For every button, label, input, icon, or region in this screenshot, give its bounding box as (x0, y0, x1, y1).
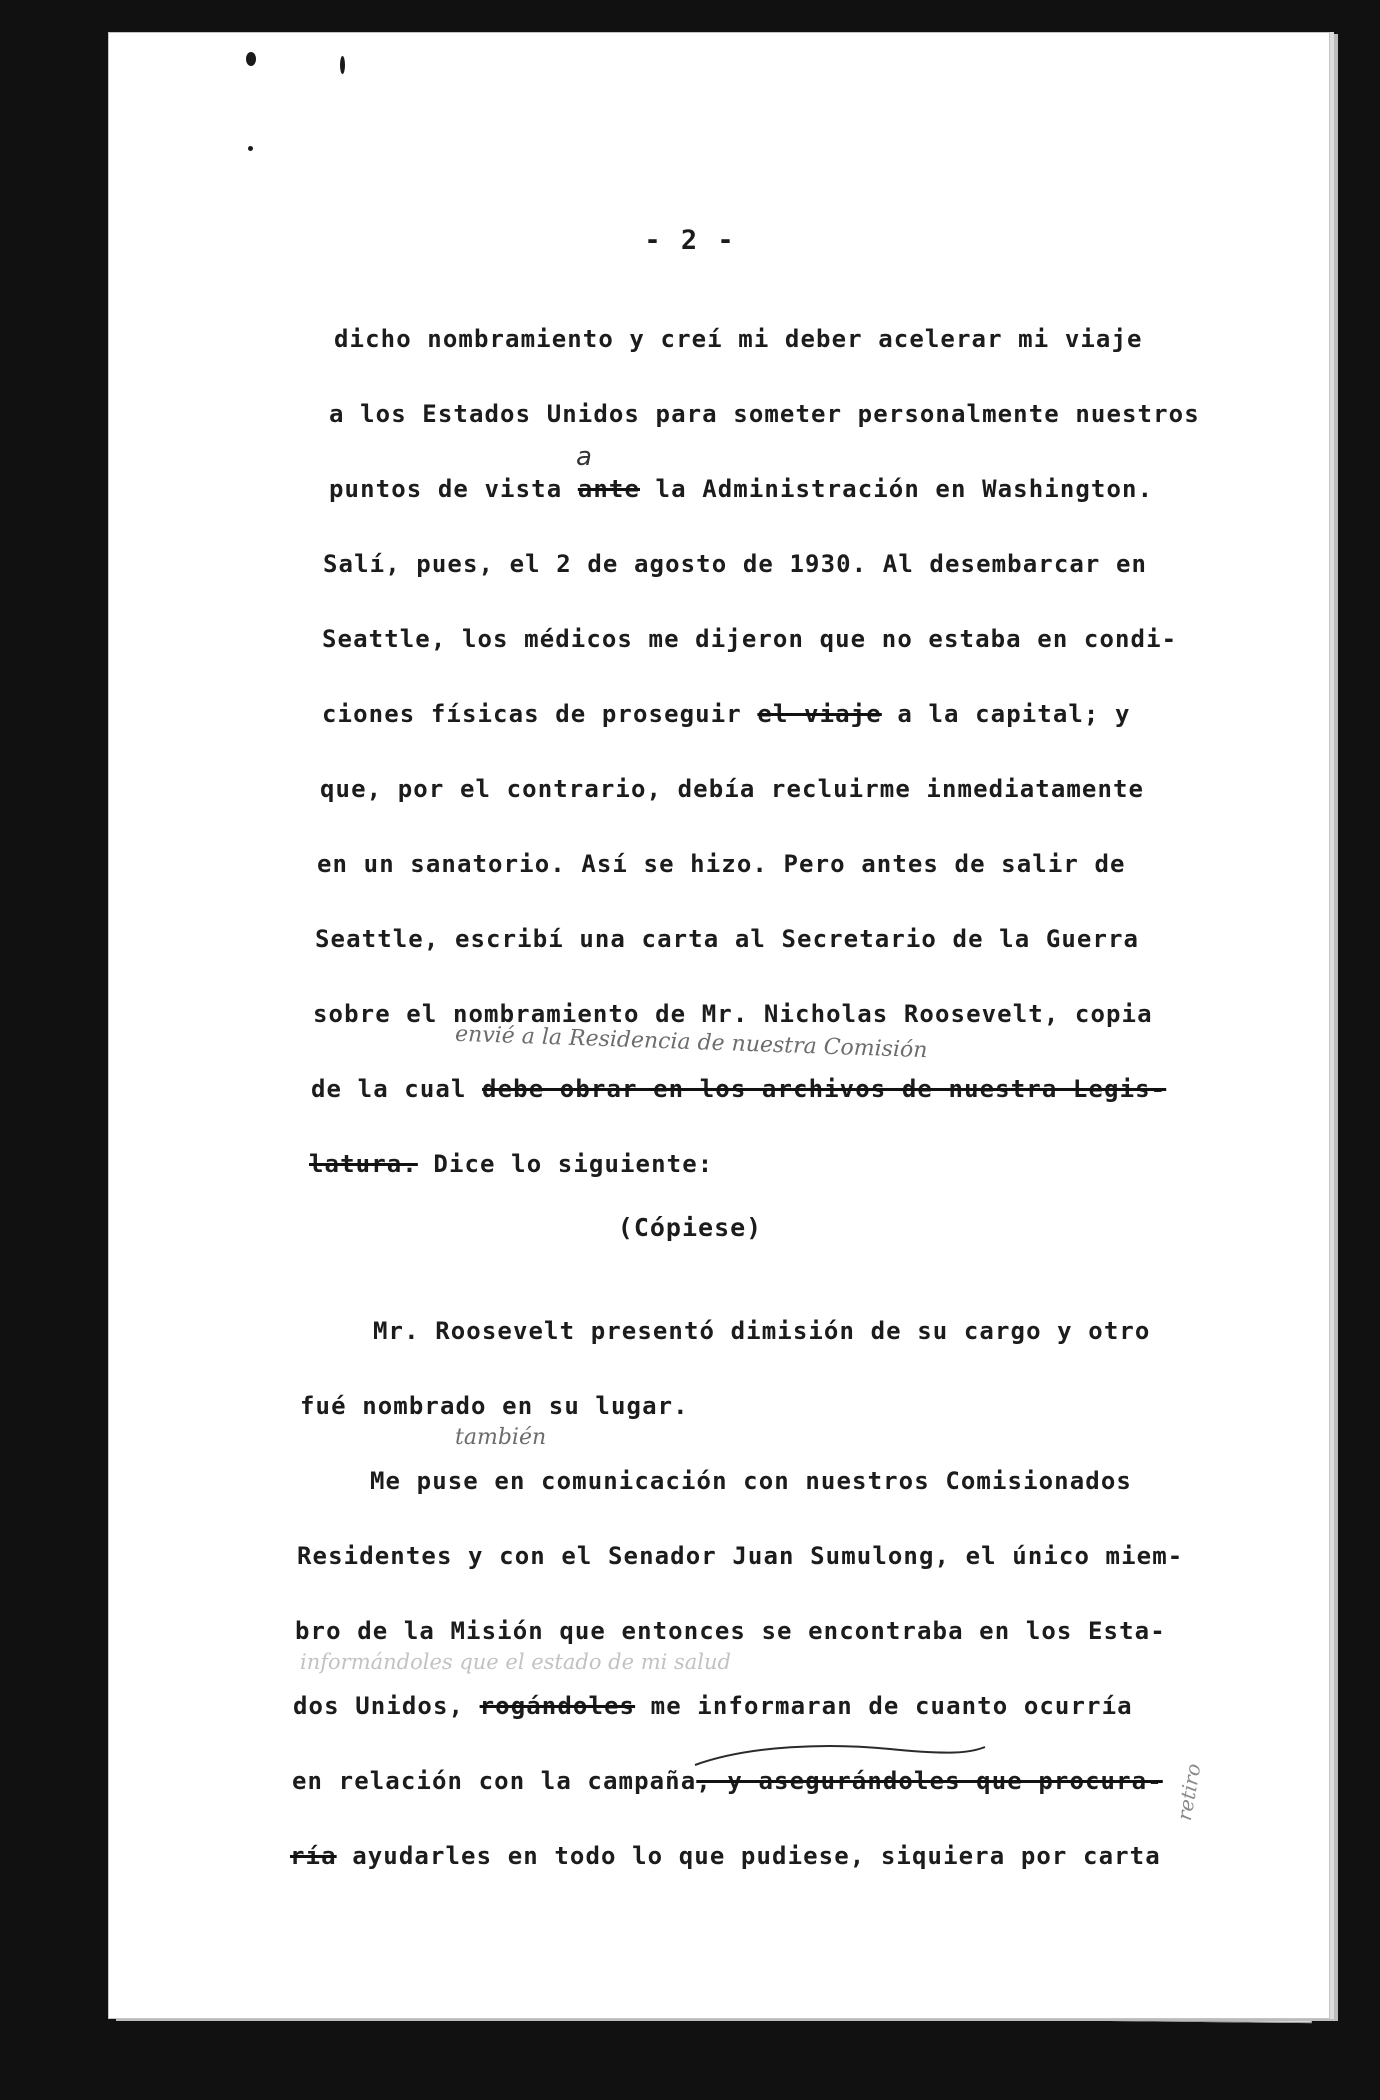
text-segment: puntos de vista (329, 475, 578, 503)
text-line (293, 1692, 1133, 1720)
text-segment: la Administración en Washington. (640, 475, 1154, 503)
text-segment: ayudarles en todo lo que pudiese, siquiera por carta (336, 1842, 1161, 1870)
ink-speck (246, 52, 256, 66)
text-line (290, 1842, 1161, 1870)
struck-text: debe obrar en los archivos de nuestra Legis- (482, 1075, 1167, 1103)
text-line (322, 700, 1131, 728)
handwritten-insertion: también (455, 1425, 547, 1450)
text-segment: en relación con la campaña (292, 1767, 697, 1795)
text-segment: a la capital; y (881, 700, 1131, 728)
text-line: en un sanatorio. Así se hizo. Pero antes de salir de (317, 850, 1126, 878)
margin-note: retiro (1171, 1761, 1206, 1823)
text-line (329, 475, 1153, 503)
insertion-a: a (576, 442, 592, 472)
copy-note: (Cópiese) (617, 1213, 763, 1242)
text-segment: Dice lo siguiente: (417, 1150, 714, 1178)
text-line: Salí, pues, el 2 de agosto de 1930. Al desembarcar en (323, 550, 1148, 578)
struck-text: ante (577, 475, 640, 503)
ink-speck (340, 56, 345, 74)
text-line: que, por el contrario, debía recluirme inmediatamente (320, 775, 1145, 803)
page-number: - 2 - (644, 225, 736, 256)
text-line: bro de la Misión que entonces se encontraba en los Esta- (295, 1617, 1166, 1645)
text-line: fué nombrado en su lugar. (300, 1392, 689, 1420)
struck-text: ría (290, 1842, 337, 1870)
text-line: Me puse en comunicación con nuestros Comisionados (370, 1467, 1132, 1495)
text-segment: dos Unidos, (293, 1692, 480, 1720)
text-line: Mr. Roosevelt presentó dimisión de su cargo y otro (373, 1317, 1151, 1345)
struck-text: el viaje (757, 700, 882, 728)
text-segment: ciones físicas de proseguir (322, 700, 758, 728)
text-line: dicho nombramiento y creí mi deber acelerar mi viaje (334, 325, 1143, 353)
text-line: sobre el nombramiento de Mr. Nicholas Roosevelt, copia (313, 1000, 1153, 1028)
text-segment: de la cual (311, 1075, 483, 1103)
text-line: Residentes y con el Senador Juan Sumulong, el único miem- (297, 1542, 1184, 1570)
text-segment: me informaran de cuanto ocurría (635, 1692, 1133, 1720)
text-line (309, 1150, 713, 1178)
struck-text: rogándoles (479, 1692, 636, 1720)
text-line: Seattle, los médicos me dijeron que no estaba en condi- (322, 625, 1178, 653)
pen-stroke (690, 1735, 990, 1775)
faint-handwriting: informándoles que el estado de mi salud (300, 1650, 731, 1674)
text-line: Seattle, escribí una carta al Secretario de la Guerra (315, 925, 1140, 953)
text-line (311, 1075, 1166, 1103)
struck-text: , y asegurándoles que procura- (696, 1767, 1163, 1795)
handwritten-note: envié a la Residencia de nuestra Comisión (454, 1021, 928, 1064)
struck-text: latura. (309, 1150, 418, 1178)
text-line: a los Estados Unidos para someter personalmente nuestros (329, 400, 1200, 428)
ink-speck (248, 146, 253, 151)
